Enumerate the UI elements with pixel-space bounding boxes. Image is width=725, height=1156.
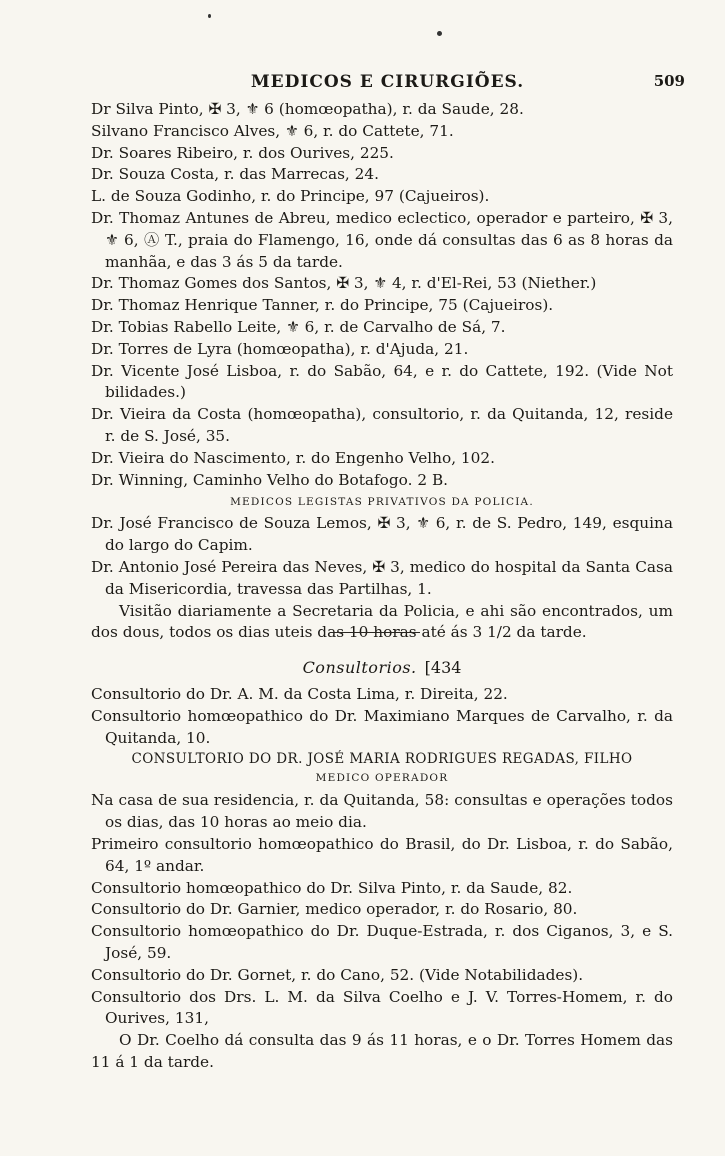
consultorios-section bbox=[91, 656, 673, 1074]
ink-speck bbox=[208, 14, 211, 18]
list-item: Na casa de sua residencia, r. da Quitanda, 58: consultas e operações todos os dias, das 10 horas ao meio dia. bbox=[91, 791, 673, 832]
page-number: 509 bbox=[653, 72, 685, 90]
medicos-section bbox=[91, 99, 673, 644]
list-item: L. de Souza Godinho, r. do Principe, 97 (Cajueiros). bbox=[91, 187, 490, 206]
legistas-note: Visitão diariamente a Secretaria da Policia, e ahi são encontrados, um dos dous, todos os dias uteis das 10 horas até ás 3 1/2 da tarde. bbox=[91, 601, 673, 642]
list-item: Dr. Vicente José Lisboa, r. do Sabão, 64, e r. do Cattete, 192. (Vide Not bilidades.) bbox=[91, 361, 673, 402]
list-item: Dr. Antonio José Pereira das Neves, ✠ 3, medico do hospital da Santa Casa da Misericordia, travessa das Partilhas, 1. bbox=[91, 557, 673, 598]
list-item: Consultorio homœopathico do Dr. Duque-Estrada, r. dos Ciganos, 3, e S. José, 59. bbox=[91, 922, 673, 962]
list-item: Silvano Francisco Alves, ⚜ 6, r. do Cattete, 71. bbox=[91, 121, 454, 140]
page-title: MEDICOS E CIRURGIÕES. bbox=[250, 72, 525, 92]
list-item: Primeiro consultorio homœopathico do Brasil, do Dr. Lisboa, r. do Sabão, 64, 1º andar. bbox=[91, 834, 673, 875]
ink-speck bbox=[437, 31, 442, 36]
list-item: Consultorio do Dr. A. M. da Costa Lima, r. Direita, 22. bbox=[91, 685, 508, 703]
list-item: Consultorio do Dr. Garnier, medico operador, r. do Rosario, 80. bbox=[91, 900, 578, 919]
consultorios-heading bbox=[91, 656, 673, 680]
list-item: Consultorio homœopathico do Dr. Silva Pinto, r. da Saude, 82. bbox=[91, 878, 573, 897]
consultorios-title: Consultorios. bbox=[302, 658, 417, 677]
list-item: Dr. Torres de Lyra (homœopatha), r. d'Ajuda, 21. bbox=[91, 339, 469, 358]
section-divider bbox=[330, 632, 420, 633]
list-item: Consultorio do Dr. Gornet, r. do Cano, 52. (Vide Notabilidades). bbox=[91, 965, 584, 984]
list-item: Dr. Vieira do Nascimento, r. do Engenho Velho, 102. bbox=[91, 448, 495, 467]
list-item: Dr Silva Pinto, ✠ 3, ⚜ 6 (homœopatha), r. da Saude, 28. bbox=[91, 100, 524, 118]
list-item: Dr. Thomaz Gomes dos Santos, ✠ 3, ⚜ 4, r. d'El-Rei, 53 (Niether.) bbox=[91, 274, 597, 293]
list-item: Dr. Tobias Rabello Leite, ⚜ 6, r. de Carvalho de Sá, 7. bbox=[91, 317, 506, 336]
list-item: Dr. Thomaz Antunes de Abreu, medico eclectico, operador e parteiro, ✠ 3, ⚜ 6, Ⓐ T., praia do Flamengo, 16, onde dá consultas das 6 as 8 horas da manhãa, e das 3 ás 5 da tarde. bbox=[91, 208, 673, 271]
list-item: Dr. Soares Ribeiro, r. dos Ourives, 225. bbox=[91, 143, 394, 162]
list-item: Consultorio homœopathico do Dr. Maximiano Marques de Carvalho, r. da Quitanda, 10. bbox=[91, 706, 673, 747]
closing-note: O Dr. Coelho dá consulta das 9 ás 11 horas, e o Dr. Torres Homem das 11 á 1 da tarde. bbox=[91, 1031, 673, 1071]
list-item: Dr. Winning, Caminho Velho do Botafogo. 2 B. bbox=[91, 470, 449, 489]
consultorios-ref: [434 bbox=[424, 658, 462, 677]
running-head bbox=[90, 72, 685, 98]
feature-subtitle: MEDICO OPERADOR bbox=[315, 772, 449, 785]
list-item: Dr. Vieira da Costa (homœopatha), consultorio, r. da Quitanda, 12, reside r. de S. José, 35. bbox=[91, 405, 673, 445]
legistas-heading: MEDICOS LEGISTAS PRIVATIVOS DA POLICIA. bbox=[230, 496, 534, 509]
list-item: Dr. Souza Costa, r. das Marrecas, 24. bbox=[91, 165, 379, 184]
list-item: Dr. José Francisco de Souza Lemos, ✠ 3, ⚜ 6, r. de S. Pedro, 149, esquina do largo do Capim. bbox=[91, 514, 673, 555]
list-item: Consultorio dos Drs. L. M. da Silva Coelho e J. V. Torres-Homem, r. do Ourives, 131, bbox=[91, 987, 673, 1028]
list-item: Dr. Thomaz Henrique Tanner, r. do Principe, 75 (Cajueiros). bbox=[91, 296, 554, 315]
feature-title: CONSULTORIO DO DR. JOSÉ MARIA RODRIGUES REGADAS, FILHO bbox=[131, 751, 633, 768]
